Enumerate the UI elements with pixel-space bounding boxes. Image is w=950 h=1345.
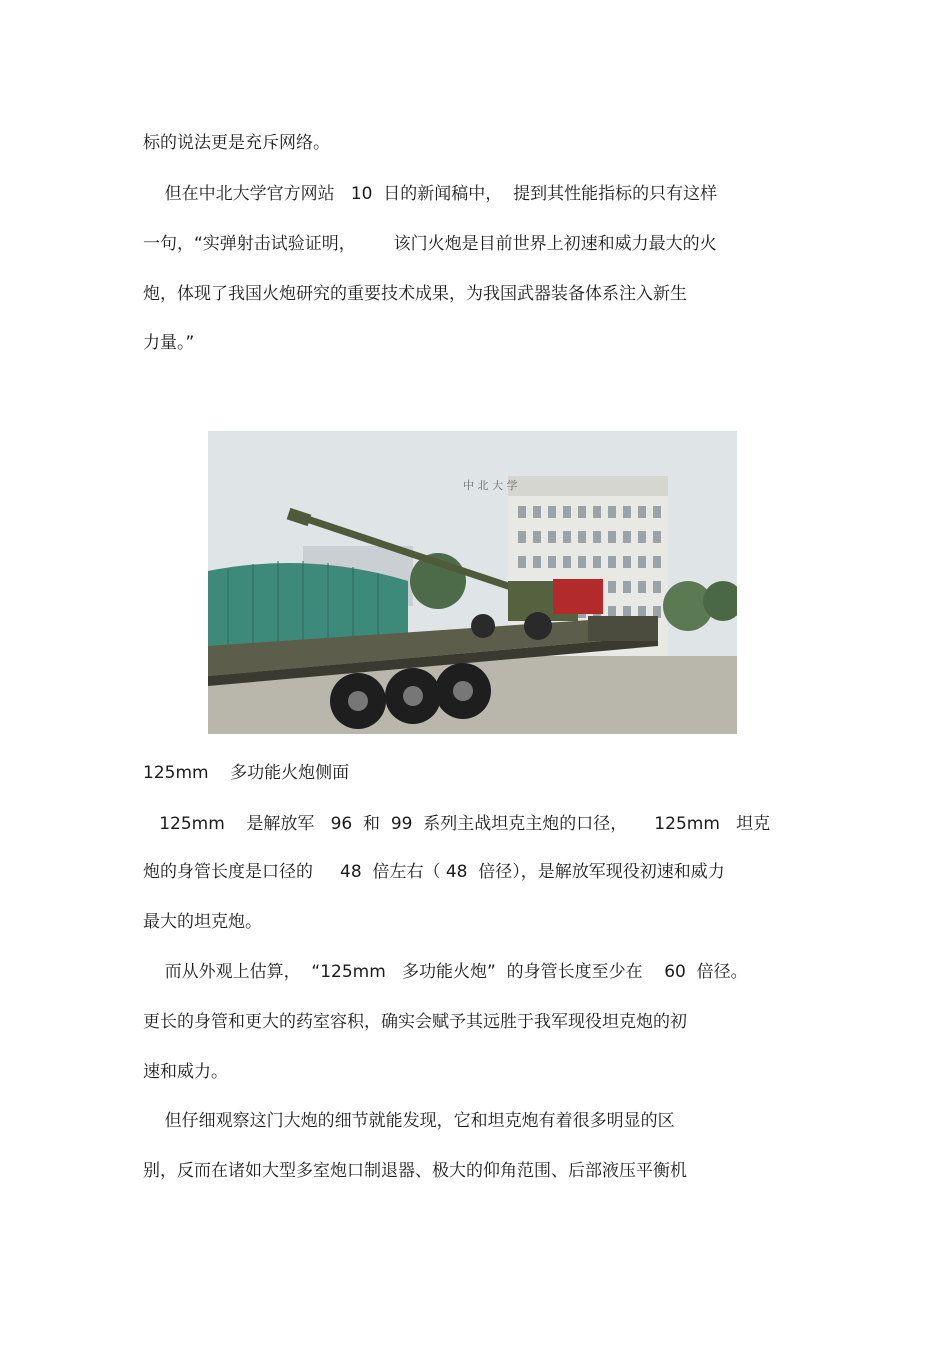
paragraph-line: 炮，体现了我国火炮研究的重要技术成果，为我国武器装备体系注入新生	[143, 284, 687, 304]
paragraph-line: 力量。”	[143, 333, 195, 353]
paragraph-line: 别，反而在诸如大型多室炮口制退器、极大的仰角范围、后部液压平衡机	[143, 1161, 687, 1181]
paragraph-line: 一句，“实弹射击试验证明， 该门火炮是目前世界上初速和威力最大的火	[143, 234, 717, 254]
paragraph-line: 而从外观上估算， “125mm 多功能火炮” 的身管长度至少在 60 倍径。	[143, 962, 748, 982]
paragraph-line: 125mm 是解放军 96 和 99 系列主战坦克主炮的口径， 125mm 坦克	[143, 814, 771, 834]
paragraph-line: 但在中北大学官方网站 10 日的新闻稿中， 提到其性能指标的只有这样	[143, 184, 718, 204]
paragraph-line: 炮的身管长度是口径的 48 倍左右（ 48 倍径），是解放军现役初速和威力	[143, 862, 725, 882]
paragraph-line: 但仔细观察这门大炮的细节就能发现，它和坦克炮有着很多明显的区	[143, 1111, 675, 1131]
paragraph-line: 速和威力。	[143, 1062, 228, 1082]
building-sign: 中 北 大 学	[463, 479, 518, 492]
artillery-photo	[208, 431, 737, 734]
paragraph-line: 更长的身管和更大的药室容积，确实会赋予其远胜于我军现役坦克炮的初	[143, 1012, 687, 1032]
paragraph-line: 标的说法更是充斥网络。	[143, 133, 330, 153]
figure-caption: 125mm 多功能火炮侧面	[143, 763, 350, 783]
paragraph-line: 最大的坦克炮。	[143, 912, 262, 932]
